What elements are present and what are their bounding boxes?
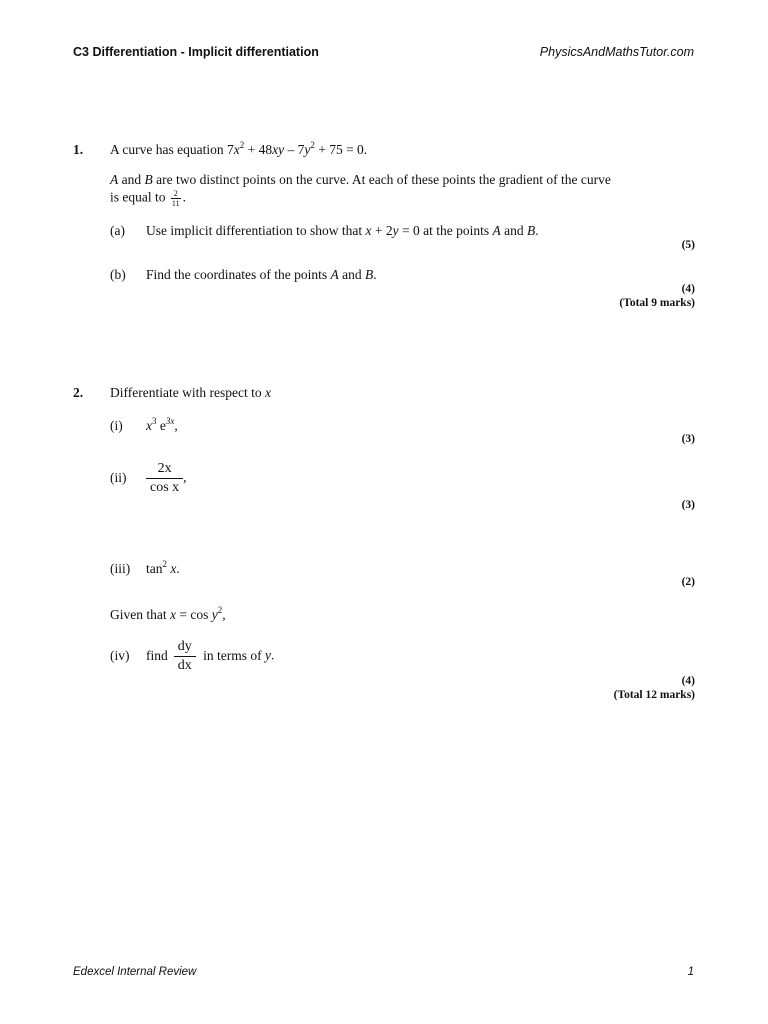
question-1-context: A and B are two distinct points on the curve. At each of these points the gradient of the curve [110, 172, 611, 187]
part-iii-marks: (2) [681, 576, 695, 588]
part-i-expression: $x^3$ $e^{3x}$, [146, 415, 178, 433]
question-1-stem: A curve has equation $7x^2 + 48xy - 7y^2 + 75 = 0$. [110, 139, 368, 157]
page-title: C3 Differentiation - Implicit differentiation [73, 45, 319, 59]
question-1-number: 1. [73, 142, 84, 157]
part-ii-label: (ii) [110, 470, 127, 485]
part-a-text: Use implicit differentiation to show that x + 2y = 0 at the points A and B. [146, 223, 539, 238]
question-2-number: 2. [73, 385, 84, 400]
question-2-stem: Differentiate with respect to x [110, 385, 271, 400]
part-iii-expression: $\tan^2 x$. [146, 558, 180, 576]
part-b-text: Find the coordinates of the points A and B. [146, 267, 377, 282]
footer-source: Edexcel Internal Review [73, 966, 197, 978]
site-name: PhysicsAndMathsTutor.com [539, 45, 694, 59]
part-iv-label: (iv) [110, 648, 130, 663]
part-iv-marks: (4) [681, 675, 695, 687]
page-number: 1 [687, 966, 694, 978]
part-ii-marks: (3) [681, 499, 695, 511]
part-a-marks: (5) [681, 239, 695, 251]
question-1-total: (Total 9 marks) [619, 297, 695, 309]
fraction-2-11: $\frac{2}{11}$ [171, 189, 180, 208]
question-1-gradient: is equal to $\frac{2}{11}$ . [110, 189, 186, 208]
part-i-label: (i) [110, 418, 123, 433]
question-2-total: (Total 12 marks) [613, 689, 695, 701]
part-i-marks: (3) [681, 433, 695, 445]
part-b-label: (b) [110, 267, 126, 282]
part-b-marks: (4) [681, 283, 695, 295]
part-ii-expression: $\frac{2x}{\text{cos x}}$ , [146, 460, 187, 497]
fraction-2x-over-cosx: $\frac{2x}{\text{cos x}}$ [146, 460, 183, 497]
part-iii-label: (iii) [110, 561, 131, 576]
part-iv-text: find $\frac{dy}{dx}$ in terms of y. [146, 639, 275, 673]
part-a-label: (a) [110, 223, 125, 238]
given-condition: Given that $x = \cos y^2$, [110, 604, 226, 622]
fraction-dy-dx: $\frac{dy}{dx}$ [174, 638, 196, 675]
